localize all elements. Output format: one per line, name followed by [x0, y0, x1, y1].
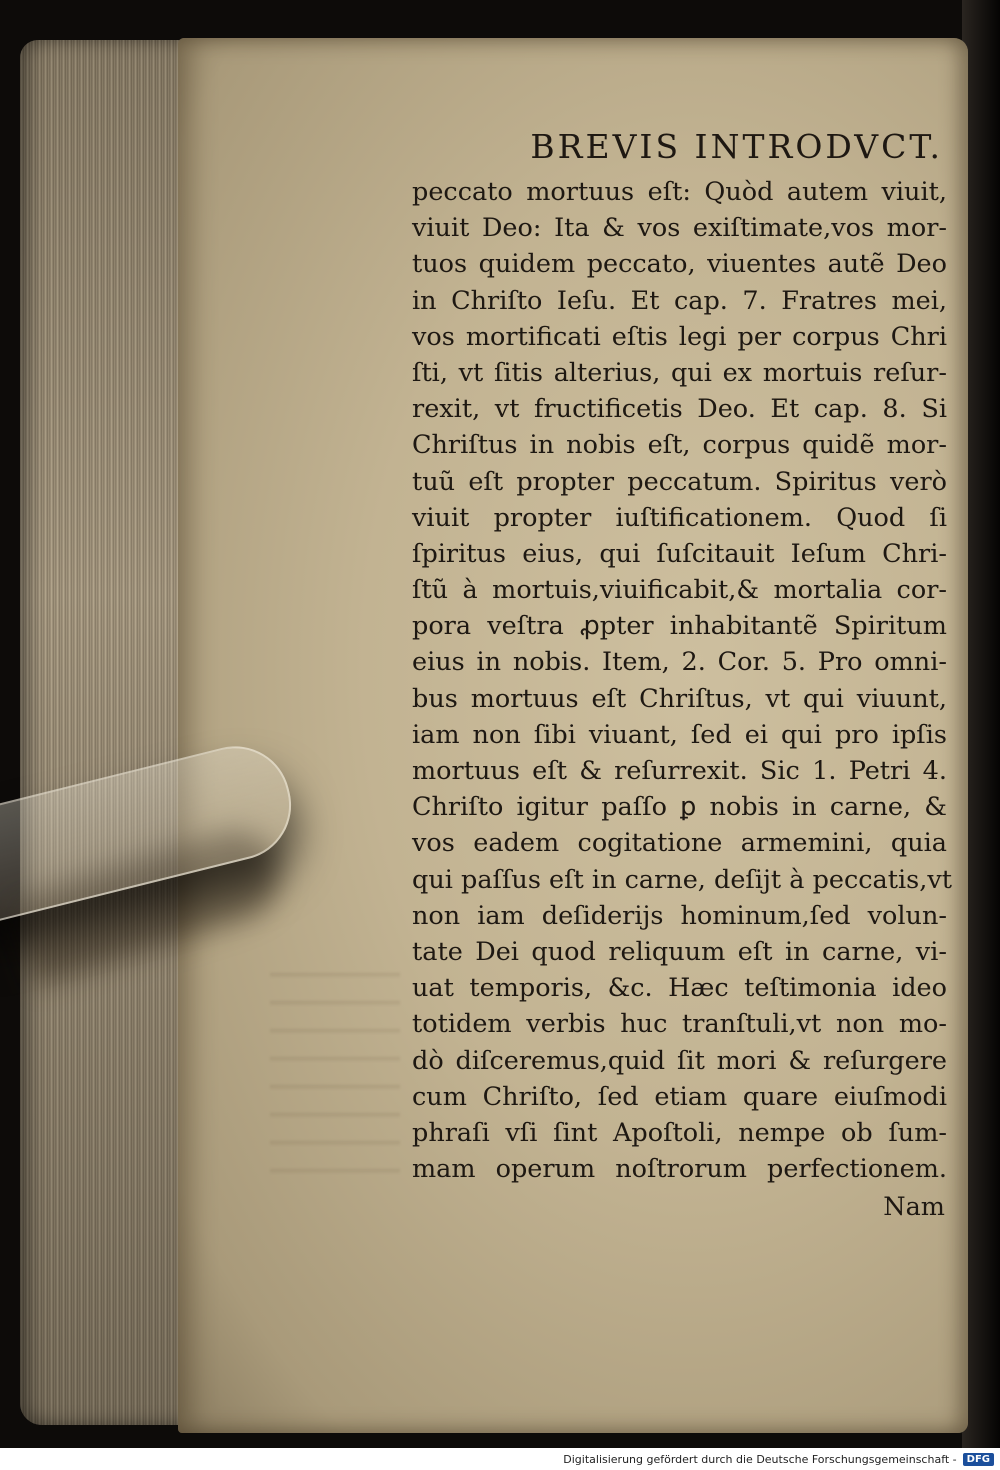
text-block	[412, 124, 952, 1225]
show-through-text	[270, 950, 400, 1180]
text-line: bus mortuus eſt Chriſtus, vt qui viuunt,	[412, 683, 947, 714]
text-line: Chriſto igitur paſſo ꝑ nobis in carne, &	[412, 792, 947, 823]
text-line: vos eadem cogitatione armemini, quia	[412, 828, 947, 859]
text-line: Chriſtus in nobis eſt, corpus quidẽ mor-	[412, 430, 947, 461]
text-line: non iam deſiderijs hominum,ſed volun-	[412, 900, 947, 931]
text-line: phraſi vſi ſint Apoſtoli, nempe ob ſum-	[412, 1117, 947, 1148]
text-line: uat temporis, &c. Hæc teſtimonia ideo	[412, 973, 947, 1004]
footer-bar	[0, 1448, 1000, 1470]
text-lines	[412, 174, 952, 1187]
text-line: rexit, vt fructificetis Deo. Et cap. 8. Si	[412, 394, 947, 425]
text-line: vos mortificati eſtis legi per corpus Chri	[412, 321, 947, 352]
text-line: cum Chriſto, ſed etiam quare eiuſmodi	[412, 1081, 947, 1112]
text-line: viuit propter iuſtificationem. Quod ſi	[412, 502, 947, 533]
text-line: viuit Deo: Ita & vos exiſtimate,vos mor-	[412, 213, 947, 244]
text-line: in Chriſto Ieſu. Et cap. 7. Fratres mei,	[412, 285, 947, 316]
text-line: dò diſceremus,quid ſit mori & reſurgere	[412, 1045, 947, 1076]
text-line: tuũ eſt propter peccatum. Spiritus verò	[412, 466, 947, 497]
catchword: Nam	[883, 1192, 945, 1223]
text-line: ſtũ à mortuis,viuificabit,& mortalia cor-	[412, 575, 947, 606]
text-line: totidem verbis huc tranſtuli,vt non mo-	[412, 1009, 947, 1040]
text-line: pora veſtra ꝓpter inhabitantẽ Spiritum	[412, 611, 947, 642]
text-line: peccato mortuus eſt: Quòd autem viuit,	[412, 177, 947, 207]
funding-notice: Digitalisierung gefördert durch die Deutsche Forschungsgemeinschaft -	[563, 1452, 957, 1466]
text-line: mam operum noſtrorum perfectionem.	[412, 1154, 947, 1185]
dfg-logo: DFG	[963, 1453, 994, 1466]
text-line: qui paſſus eſt in carne, deſijt à peccatis,vt	[412, 864, 952, 895]
text-line: eius in nobis. Item, 2. Cor. 5. Pro omni-	[412, 647, 947, 678]
text-line: ſpiritus eius, qui ſuſcitauit Ieſum Chri-	[412, 538, 947, 569]
text-line: mortuus eſt & reſurrexit. Sic 1. Petri 4.	[412, 756, 947, 786]
running-head: BREVIS INTRODVCT.	[530, 127, 943, 166]
text-line: iam non ſibi viuant, ſed ei qui pro ipſis	[412, 719, 947, 750]
text-line: ſti, vt ſitis alterius, qui ex mortuis reſur-	[412, 357, 947, 388]
text-line: tate Dei quod reliquum eſt in carne, vi-	[412, 936, 947, 967]
text-line: tuos quidem peccato, viuentes autẽ Deo	[412, 249, 947, 280]
